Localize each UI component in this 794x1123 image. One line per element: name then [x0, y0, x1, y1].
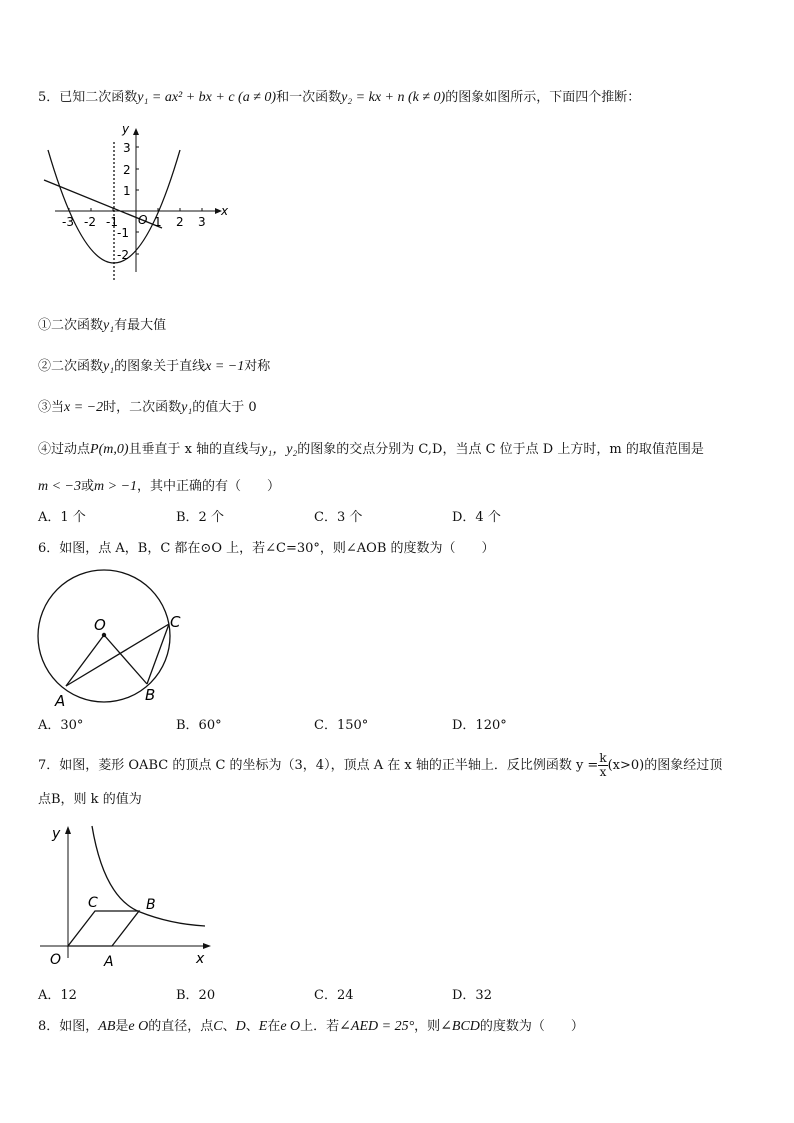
q5-y-label: y [122, 122, 130, 136]
s4-math: P(m,0) [90, 442, 129, 457]
q7-option-c[interactable]: C．24 [314, 988, 354, 1003]
q8-math-circle-2: e O [280, 1019, 301, 1034]
q6-stem: 6．如图，点 A，B，C 都在⊙O 上，若∠C=30°，则∠AOB 的度数为（ ） [38, 541, 495, 556]
q5-statement-1 [38, 316, 166, 336]
q7-stem [38, 752, 722, 779]
q5-y-arrow [133, 128, 139, 135]
q5-x-tick-label: 1 [154, 215, 162, 229]
q5-option-a[interactable]: A．1 个 [38, 510, 86, 525]
q5-y-tick-label: -1 [117, 226, 129, 240]
q5-y2-formula: y₂ = kx + n (k ≠ 0) [341, 90, 446, 105]
q8-stem-b: 是 [115, 1019, 129, 1034]
s2-math: y₁ [103, 359, 115, 374]
q7-fraction [598, 752, 607, 779]
s2-text-c: 对称 [244, 359, 271, 374]
q5-statement-3 [38, 398, 257, 418]
q6-circle-figure [36, 572, 196, 712]
s4-text-c: 的图象的交点分别为 C,D，当点 C 位于点 D 上方时，m 的取值范围是 [297, 442, 704, 457]
s3-math: x = −2 [64, 400, 104, 415]
q5-x-tick-label: 3 [198, 215, 206, 229]
q7-option-a[interactable]: A．12 [38, 988, 77, 1003]
s4-math-3: m < −3 [38, 479, 82, 494]
q8-math-d: D [235, 1019, 246, 1034]
q6-label-o: O [94, 616, 106, 634]
q5-stem [38, 88, 640, 108]
q7-option-b[interactable]: B．20 [176, 988, 216, 1003]
q8-stem-f: ，则 [414, 1019, 441, 1034]
s1-text-b: 有最大值 [114, 318, 167, 333]
s4-math-4: m > −1 [94, 479, 138, 494]
q6-label-c: C [170, 613, 181, 631]
s4-text-b: 且垂直于 x 轴的直线与 [128, 442, 262, 457]
q6-label-a: A [55, 692, 66, 710]
q7-label-y: y [52, 826, 61, 842]
q5-x-tick-label: -2 [84, 215, 96, 229]
q6-segment-ac [66, 624, 169, 686]
q7-x-arrow [203, 943, 211, 949]
q5-option-d[interactable]: D．4 个 [452, 510, 501, 525]
s1-text: ①二次函数 [38, 318, 104, 333]
q6-option-c[interactable]: C．150° [314, 718, 369, 733]
s1-math: y₁ [103, 318, 115, 333]
q8-stem-d: 在 [267, 1019, 281, 1034]
q5-number: 5． [38, 90, 60, 105]
q8-math-angle-bcd: ∠BCD [440, 1019, 480, 1034]
s3-math-2: y₁ [181, 400, 193, 415]
q5-stem-c: 的图象如图所示，下面四个推断： [445, 90, 641, 105]
q5-x-tick-label: -1 [106, 215, 118, 229]
q6-option-d[interactable]: D．120° [452, 718, 507, 733]
q8-stem-c: 的直径，点 [148, 1019, 214, 1034]
q7-stem-b: (x>0)的图象经过顶 [607, 758, 723, 773]
s3-text-c: 的值大于 0 [192, 400, 257, 415]
s4-math-2: y₁，y₂ [261, 442, 298, 457]
q6-option-a[interactable]: A．30° [38, 718, 84, 733]
q8-math-e: E [258, 1019, 268, 1034]
q8-math-c: C [213, 1019, 223, 1034]
q7-label-a: A [104, 954, 114, 970]
q8-math-angle-aed: ∠AED = 25° [339, 1019, 415, 1034]
q7-figure [36, 822, 221, 972]
q8-stem-e: 上．若 [300, 1019, 340, 1034]
q5-origin-label: O [138, 213, 148, 227]
q8-stem-a: 8．如图， [38, 1019, 99, 1034]
q8-sep-2: 、 [245, 1019, 259, 1034]
s4-text: ④过动点 [38, 442, 91, 457]
q5-statement-4 [38, 440, 704, 460]
s2-text: ②二次函数 [38, 359, 104, 374]
q8-sep-1: 、 [222, 1019, 236, 1034]
q5-option-c[interactable]: C．3 个 [314, 510, 363, 525]
q8-stem [38, 1017, 584, 1037]
s4-text-e: ，其中正确的有（ ） [137, 479, 281, 494]
q7-label-b: B [146, 897, 156, 913]
q7-option-d[interactable]: D．32 [452, 988, 492, 1003]
s4-text-d: 或 [81, 479, 95, 494]
s3-text: ③当 [38, 400, 65, 415]
q6-label-b: B [145, 686, 156, 704]
s2-text-b: 的图象关于直线 [114, 359, 206, 374]
q5-graph [40, 120, 240, 300]
q5-y1-formula: y₁ = ax² + bx + c (a ≠ 0) [137, 90, 277, 105]
q5-y-tick-label: -2 [117, 248, 129, 262]
q6-option-b[interactable]: B．60° [176, 718, 222, 733]
q5-y-tick-label: 2 [123, 163, 131, 177]
s2-math-2: x = −1 [205, 359, 245, 374]
q6-segment-oa [66, 635, 104, 686]
q5-statement-4-cont [38, 477, 280, 497]
q5-option-b[interactable]: B．2 个 [176, 510, 224, 525]
q5-stem-a: 已知二次函数 [59, 90, 138, 105]
q5-y-tick-label: 1 [123, 184, 131, 198]
q5-x-tick-label: 2 [176, 215, 184, 229]
q5-statement-2 [38, 357, 270, 377]
q8-stem-g: 的度数为（ ） [479, 1019, 584, 1034]
q7-stem-a: 7．如图，菱形 OABC 的顶点 C 的坐标为（3，4），顶点 A 在 x 轴的正半轴上．反比例函数 y = [38, 758, 599, 773]
q8-math-ab: AB [98, 1019, 116, 1034]
q7-label-o: O [50, 952, 62, 968]
q7-stem-line2: 点B，则 k 的值为 [38, 792, 142, 807]
q7-rhombus [68, 911, 139, 946]
q7-label-x: x [196, 951, 205, 967]
q5-x-tick-label: -3 [62, 215, 74, 229]
q7-frac-den: x [599, 765, 607, 779]
q8-math-circle-1: e O [128, 1019, 149, 1034]
q7-label-c: C [88, 895, 98, 911]
q7-frac-num: k [599, 751, 607, 765]
q5-y-tick-label: 3 [123, 141, 131, 155]
q5-stem-b: 和一次函数 [276, 90, 342, 105]
q5-x-label: x [221, 204, 229, 218]
s3-text-b: 时，二次函数 [103, 400, 182, 415]
q7-y-arrow [65, 826, 71, 834]
